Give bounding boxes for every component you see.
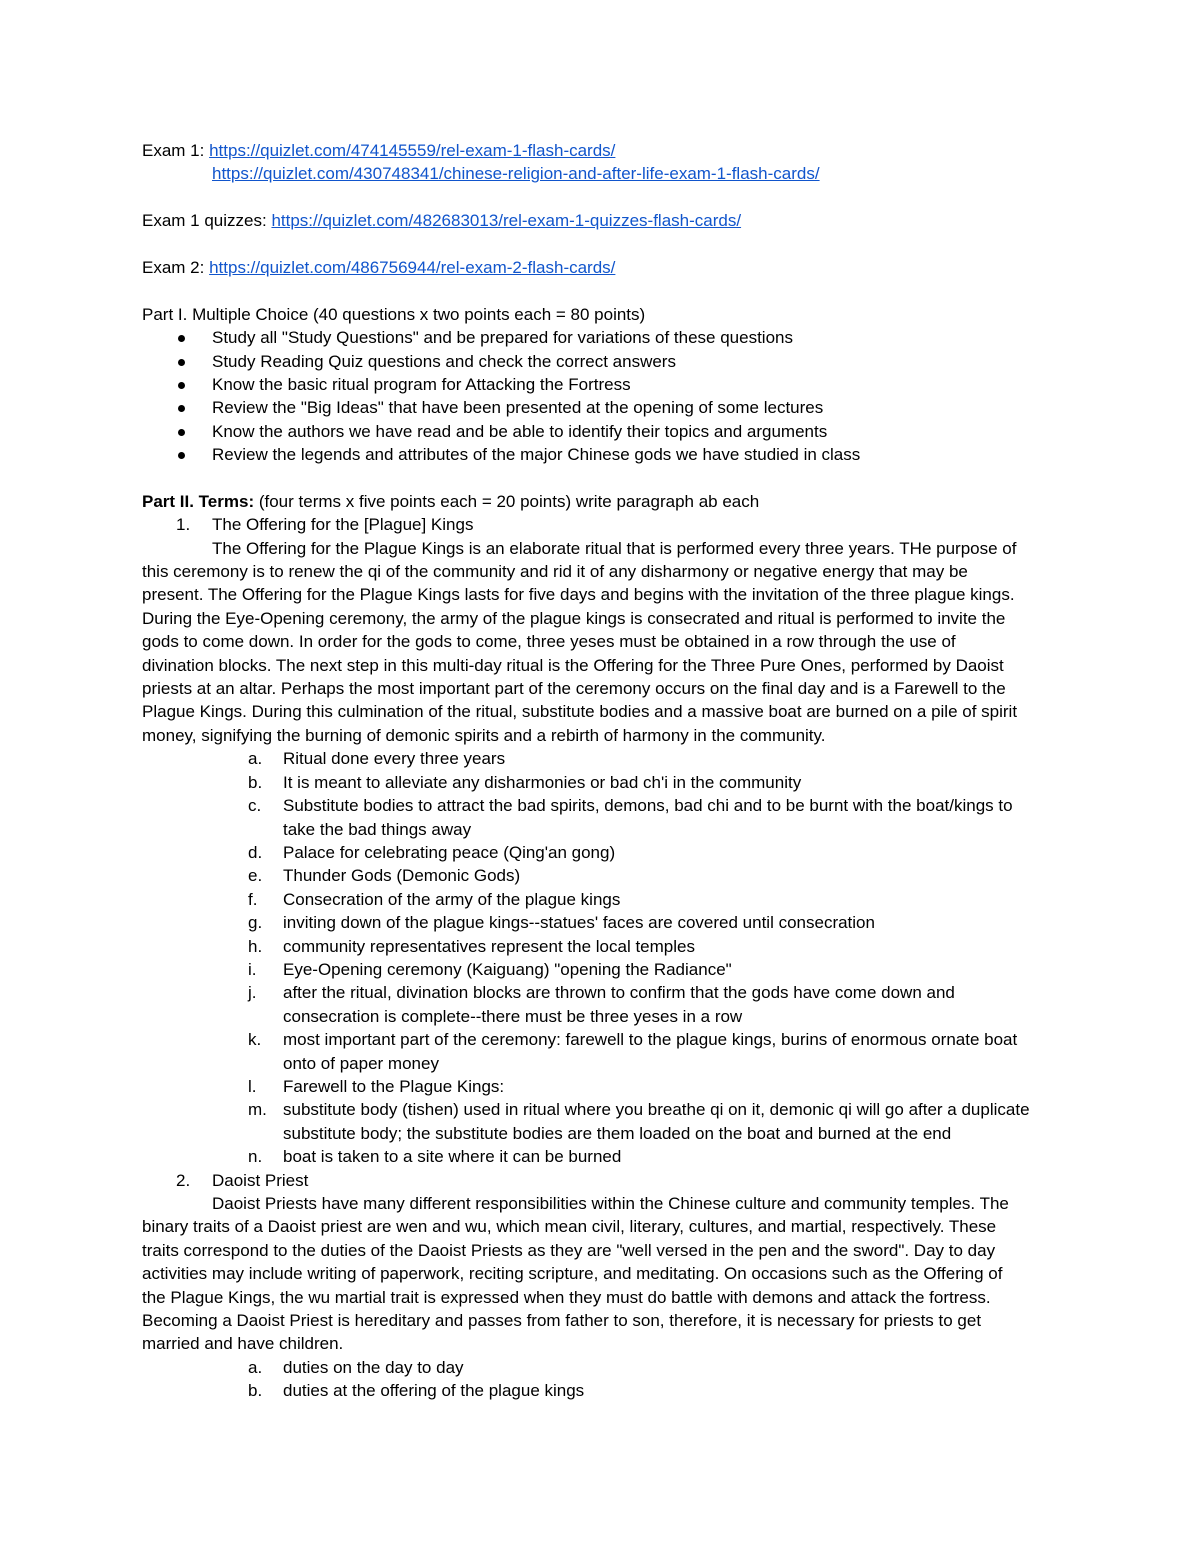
list-item-text [283, 1098, 1062, 1145]
list-item-line: Palace for celebrating peace (Qing'an gong) [283, 842, 616, 862]
list-item [142, 981, 1062, 1028]
list-item [142, 958, 1062, 981]
list-item-line: It is meant to alleviate any disharmonies or bad ch'i in the community [283, 772, 802, 792]
exam1-link-2-line [142, 162, 1062, 185]
list-item-text [283, 771, 1062, 794]
list-marker: e. [248, 866, 263, 886]
list-item-text [283, 794, 1062, 841]
exam2-link[interactable]: https://quizlet.com/486756944/rel-exam-2-flash-cards/ [209, 257, 616, 277]
list-marker: d. [248, 842, 263, 862]
list-item-line: after the ritual, divination blocks are thrown to confirm that the gods have come down and [283, 983, 955, 1003]
list-marker: a. [248, 1357, 263, 1377]
list-marker: b. [248, 772, 263, 792]
part1-heading: Part I. Multiple Choice (40 questions x two points each = 80 points) [142, 304, 646, 324]
list-marker: h. [248, 936, 263, 956]
list-marker: l. [248, 1076, 257, 1096]
list-item-text [283, 747, 1062, 770]
part2-heading-rest: (four terms x five points each = 20 points) write paragraph ab each [254, 491, 760, 511]
list-item: Study Reading Quiz questions and check the correct answers [142, 350, 1062, 373]
bullet-icon [178, 429, 185, 436]
exam2-label: Exam 2: [142, 257, 210, 277]
list-marker: g. [248, 913, 263, 933]
document-body [142, 139, 1062, 1403]
list-item-text [283, 888, 1062, 911]
list-item [142, 1379, 1062, 1402]
exam1-link-1[interactable]: https://quizlet.com/474145559/rel-exam-1-flash-cards/ [209, 141, 616, 160]
list-marker: m. [248, 1100, 267, 1120]
list-item [142, 1098, 1062, 1145]
list-item: Study all "Study Questions" and be prepared for variations of these questions [142, 326, 1062, 349]
list-item-line: Substitute bodies to attract the bad spirits, demons, bad chi and to be burnt with the boat/kings to [283, 796, 1013, 816]
list-item-text [283, 911, 1062, 934]
list-marker: a. [248, 749, 263, 769]
list-item [142, 841, 1062, 864]
list-item-line: substitute body (tishen) used in ritual where you breathe qi on it, demonic qi will go after a duplicate [283, 1100, 1030, 1120]
part2-heading-bold: Part II. Terms: [142, 491, 255, 511]
list-item-line: substitute body; the substitute bodies are them loaded on the boat and burned at the end [283, 1123, 952, 1143]
list-item-line: consecration is complete--there must be three yeses in a row [283, 1006, 743, 1026]
list-item: Know the authors we have read and be able to identify their topics and arguments [142, 420, 1062, 443]
list-marker: c. [248, 796, 262, 816]
list-item [142, 1145, 1062, 1168]
list-item-text [283, 1356, 1062, 1379]
list-item: Review the legends and attributes of the major Chinese gods we have studied in class [142, 443, 1062, 466]
list-marker: k. [248, 1030, 262, 1050]
list-marker: j. [248, 983, 257, 1003]
list-item-line: most important part of the ceremony: farewell to the plague kings, burins of enormous ornate boat [283, 1030, 1018, 1050]
list-item-line: take the bad things away [283, 819, 472, 839]
list-item [142, 1028, 1062, 1075]
list-item [142, 1356, 1062, 1379]
term-title: 2. Daoist Priest [176, 1170, 309, 1190]
list-item [142, 911, 1062, 934]
list-item-text [283, 981, 1062, 1028]
list-marker: b. [248, 1381, 263, 1401]
list-item: Know the basic ritual program for Attacking the Fortress [142, 373, 1062, 396]
list-item-text [283, 1028, 1062, 1075]
list-item [142, 864, 1062, 887]
list-item-line: Eye-Opening ceremony (Kaiguang) "opening the Radiance" [283, 959, 732, 979]
list-item-line: duties on the day to day [283, 1357, 464, 1377]
bullet-icon [178, 452, 185, 459]
part2-heading [142, 490, 1062, 513]
list-item-line: duties at the offering of the plague kings [283, 1381, 585, 1401]
list-item-line: inviting down of the plague kings--statues' faces are covered until consecration [283, 913, 875, 933]
quizzes-label: Exam 1 quizzes: [142, 211, 272, 231]
quizzes-link[interactable]: https://quizlet.com/482683013/rel-exam-1-quizzes-flash-cards/ [271, 211, 742, 231]
exam1-label: Exam 1: [142, 141, 210, 160]
list-item [142, 1075, 1062, 1098]
list-item-line: onto of paper money [283, 1053, 439, 1073]
list-item: Review the "Big Ideas" that have been presented at the opening of some lectures [142, 396, 1062, 419]
bullet-icon [178, 359, 185, 366]
exam2-line [142, 256, 1062, 279]
list-item-text [283, 958, 1062, 981]
list-item-text [283, 864, 1062, 887]
list-item-line: Ritual done every three years [283, 749, 506, 769]
exam1-line [142, 139, 1062, 162]
list-item-line: Thunder Gods (Demonic Gods) [283, 866, 521, 886]
list-item [142, 771, 1062, 794]
term-paragraph: The Offering for the Plague Kings is an elaborate ritual that is performed every three years. THe purpose of this ceremony is to renew the qi of the community and rid it of any disharmony or negative energy that may be present. The Offering for the Plague Kings lasts for five days and begins with the invitation of the three plague kings. During the Eye-Opening ceremony, the army of the plague kings is consecrated and ritual is performed to invite the gods to come down. In order for the gods to come, three yeses must be obtained in a row through the use of divination blocks. The next step in this multi-day ritual is the Offering for the Three Pure Ones, performed by Daoist priests at an altar. Perhaps the most important part of the ceremony occurs on the final day and is a Farewell to the Plague Kings. During this culmination of the ritual, substitute bodies and a massive boat are burned on a pile of spirit money, signifying the burning of demonic spirits and a rebirth of harmony in the community. [142, 538, 1018, 745]
list-item-line: boat is taken to a site where it can be burned [283, 1147, 622, 1167]
list-marker: f. [248, 889, 258, 909]
list-marker: n. [248, 1147, 263, 1167]
list-item-text [283, 1145, 1062, 1168]
term-sublist [142, 1356, 1062, 1403]
list-item-text [283, 935, 1062, 958]
list-item-text [283, 841, 1062, 864]
list-marker: i. [248, 959, 257, 979]
term-paragraph: Daoist Priests have many different responsibilities within the Chinese culture and community temples. The binary traits of a Daoist priest are wen and wu, which mean civil, literary, cultures, and martial, respectively. These traits correspond to the duties of the Daoist Priests as they are "well versed in the pen and the sword". Day to day activities may include writing of paperwork, reciting scripture, and meditating. On occasions such as the Offering of the Plague Kings, the wu martial trait is expressed when they must do battle with demons and attack the fortress. Becoming a Daoist Priest is hereditary and passes from father to son, therefore, it is necessary for priests to get married and have children. [142, 1194, 1009, 1354]
exam1-link-2[interactable]: https://quizlet.com/430748341/chinese-religion-and-after-life-exam-1-flash-cards/ [212, 164, 820, 184]
list-item-text [283, 1379, 1062, 1402]
list-item-line: Farewell to the Plague Kings: [283, 1076, 505, 1096]
bullet-icon [178, 382, 185, 389]
list-item-line: community representatives represent the local temples [283, 936, 695, 956]
list-item [142, 794, 1062, 841]
quizzes-line [142, 209, 1062, 232]
bullet-icon [178, 335, 185, 342]
list-item [142, 747, 1062, 770]
part1-bullet-list [142, 326, 1062, 466]
term-title: 1. The Offering for the [Plague] Kings [176, 515, 474, 535]
list-item [142, 935, 1062, 958]
list-item [142, 888, 1062, 911]
list-item-line: Consecration of the army of the plague kings [283, 889, 621, 909]
list-item-text [283, 1075, 1062, 1098]
term-sublist [142, 747, 1062, 1168]
bullet-icon [178, 405, 185, 412]
